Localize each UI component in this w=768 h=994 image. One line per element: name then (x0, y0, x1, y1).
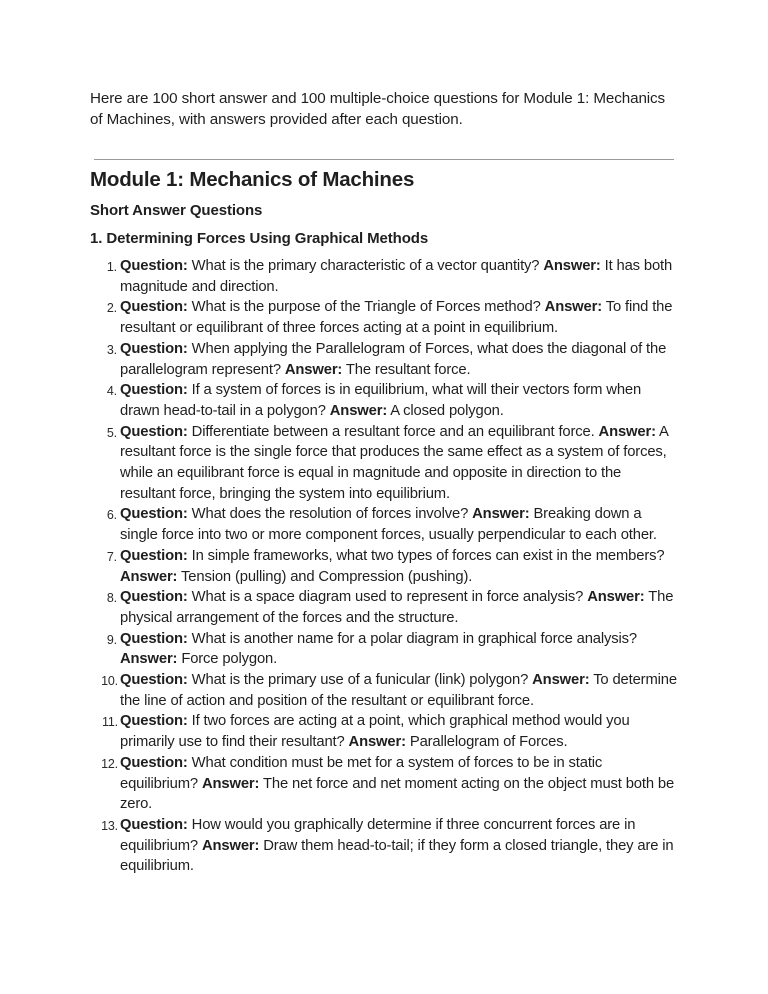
answer-label: Answer: (598, 423, 656, 440)
question-label: Question: (120, 423, 188, 440)
answer-label: Answer: (348, 734, 406, 751)
item-number: 1. (106, 260, 117, 274)
answer-label: Answer: (587, 589, 645, 606)
item-number: 5. (106, 425, 117, 440)
answer-label: Answer: (201, 775, 260, 792)
answer-label: Answer: (120, 568, 178, 585)
question-label: Question: (120, 816, 188, 833)
answer-text: The resultant force. (345, 361, 471, 378)
answer-text: To determine the line of action and position of the resultant or equilibrant force. (120, 672, 677, 709)
answer-label: Answer: (329, 402, 388, 419)
list-item (90, 711, 680, 752)
list-item (90, 380, 680, 421)
horizontal-divider (94, 159, 674, 160)
question-list (90, 256, 680, 877)
question-label: Question: (120, 754, 188, 771)
question-text: Differentiate between a resultant force and an equilibrant force. (191, 423, 595, 440)
list-item (90, 339, 680, 380)
answer-text: Draw them head-to-tail; if they form a closed triangle, they are in equilibrium. (120, 837, 674, 875)
answer-label: Answer: (284, 361, 343, 378)
answer-text: The physical arrangement of the forces and the structure. (120, 589, 674, 626)
module-title: Module 1: Mechanics of Machines (90, 168, 415, 191)
question-text: What is the purpose of the Triangle of Forces method? (191, 299, 541, 316)
item-number: 3. (106, 342, 117, 357)
answer-text: Breaking down a single force into two or more component forces, usually perpendicular to each other. (120, 506, 657, 544)
answer-label: Answer: (544, 299, 602, 316)
answer-text: To find the resultant or equilibrant of three forces acting at a point in equilibrium. (120, 299, 673, 337)
list-item (90, 256, 680, 297)
question-label: Question: (120, 340, 188, 357)
question-label: Question: (120, 299, 188, 316)
question-label: Question: (120, 382, 188, 399)
document-page (90, 88, 680, 130)
answer-text: It has both magnitude and direction. (120, 258, 673, 295)
question-label: Question: (120, 506, 188, 523)
answer-label: Answer: (472, 506, 530, 523)
question-text: What is a space diagram used to represent in force analysis? (191, 589, 584, 606)
answer-text: Tension (pulling) and Compression (pushing). (181, 568, 473, 585)
list-item (90, 504, 680, 545)
answer-text: A resultant force is the single force that produces the same effect as a system of forces, while an equilibrant force is equal in magnitude and opposite in direction to the resultant force, bringing the system into equilibrium. (120, 423, 668, 502)
answer-text: The net force and net moment acting on the object must both be zero. (120, 775, 675, 813)
item-number: 10. (101, 674, 118, 689)
subsection-title: 1. Determining Forces Using Graphical Methods (90, 230, 429, 247)
list-item (90, 587, 680, 628)
answer-label: Answer: (120, 651, 178, 668)
question-label: Question: (120, 547, 188, 564)
answer-text: A closed polygon. (390, 402, 504, 419)
answer-label: Answer: (201, 837, 260, 854)
item-number: 11. (102, 715, 118, 730)
question-text: In simple frameworks, what two types of forces can exist in the members? (191, 547, 665, 564)
answer-text: Force polygon. (181, 651, 278, 668)
question-label: Question: (120, 713, 188, 730)
question-text: What is the primary use of a funicular (link) polygon? (191, 672, 529, 689)
list-item (90, 297, 680, 338)
question-text: What is another name for a polar diagram in graphical force analysis? (191, 630, 637, 647)
item-number: 9. (106, 632, 117, 647)
item-number: 13. (101, 818, 118, 833)
question-label: Question: (120, 672, 188, 689)
question-text: If a system of forces is in equilibrium, what will their vectors form when drawn head-to-tail in a polygon? (120, 382, 642, 419)
item-number: 12. (101, 756, 118, 771)
section-title: Short Answer Questions (90, 202, 263, 219)
item-number: 4. (106, 384, 117, 399)
answer-text: Parallelogram of Forces. (409, 734, 568, 751)
item-number: 6. (106, 508, 117, 523)
intro-paragraph: Here are 100 short answer and 100 multiple-choice questions for Module 1: Mechanics of Machines, with answers provided after each question. (90, 90, 666, 128)
list-item (90, 546, 680, 587)
list-item (90, 753, 680, 815)
question-text: If two forces are acting at a point, which graphical method would you primarily use to find their resultant? (120, 713, 630, 751)
list-item (90, 670, 680, 711)
item-number: 2. (106, 301, 117, 316)
question-text: When applying the Parallelogram of Forces, what does the diagonal of the parallelogram represent? (120, 340, 667, 378)
answer-label: Answer: (532, 672, 590, 689)
list-item (90, 629, 680, 670)
question-text: What condition must be met for a system of forces to be in static equilibrium? (120, 754, 603, 792)
question-text: How would you graphically determine if three concurrent forces are in equilibrium? (120, 816, 636, 854)
question-label: Question: (120, 258, 188, 274)
item-number: 8. (106, 591, 117, 606)
question-label: Question: (120, 630, 188, 647)
item-number: 7. (106, 549, 117, 564)
list-item (90, 815, 680, 877)
list-item (90, 422, 680, 505)
question-label: Question: (120, 589, 188, 606)
answer-label: Answer: (543, 258, 601, 274)
question-text: What does the resolution of forces involve? (191, 506, 469, 523)
question-text: What is the primary characteristic of a vector quantity? (191, 258, 540, 274)
